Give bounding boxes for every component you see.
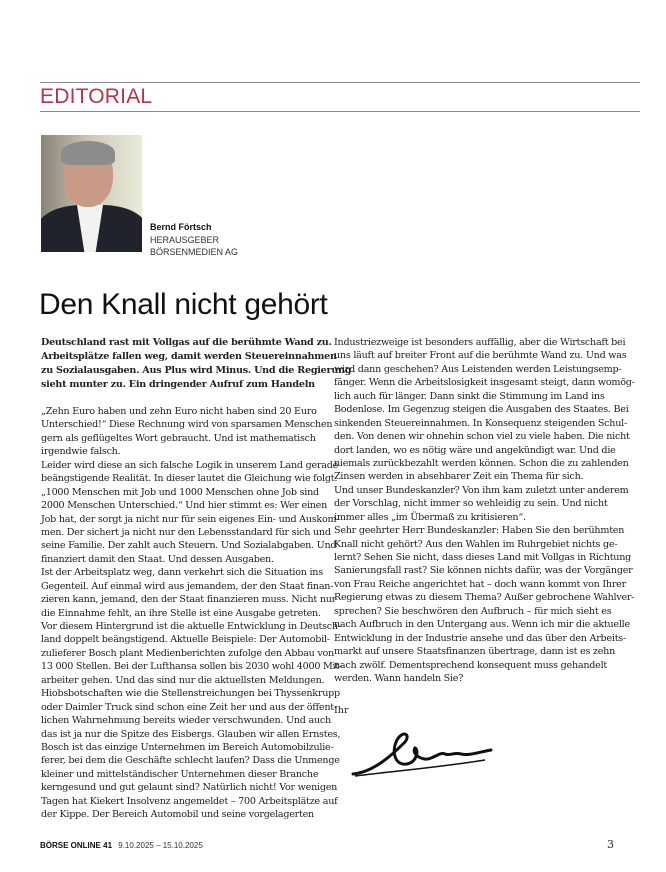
text-line: Bosch ist das einzige Unternehmen im Bereich Automobilzulie-: [41, 741, 334, 753]
text-line: von Frau Reiche angerichtet hat – doch wann kommt von Ihrer: [334, 578, 626, 590]
text-line: Industriezweige ist besonders auffällig, aber die Wirtschaft bei: [334, 337, 626, 348]
text-line: Bodenlose. Im Gegenzug steigen die Ausgaben des Staates. Bei: [334, 404, 629, 416]
text-line: men. Der sichert ja nicht nur den Lebensstandard für sich und: [41, 526, 331, 538]
text-line: immer alles „im Übermaß zu kritisieren“.: [334, 511, 526, 523]
headline: Den Knall nicht gehört: [39, 288, 328, 321]
lead-paragraph: [41, 336, 351, 392]
text-line: sprechen? Sie beschwören den Aufbruch – für mich sieht es: [334, 605, 612, 617]
text-line: Deutschland rast mit Vollgas auf die berühmte Wand zu.: [41, 337, 332, 348]
text-line: die Einnahme fehlt, an ihre Stelle ist eine Ausgabe getreten.: [41, 607, 321, 619]
text-line: wird dann geschehen? Aus Leistenden werden Leistungsemp-: [334, 363, 622, 375]
text-line: Gegenteil. Auf einmal wird aus jemandem, der den Staat finan-: [41, 580, 334, 592]
page-number: 3: [607, 838, 614, 851]
text-line: zulieferer Bosch plant Medienberichten zufolge den Abbau von: [41, 647, 334, 659]
text-line: Ist der Arbeitsplatz weg, dann verkehrt sich die Situation ins: [41, 567, 323, 579]
top-rule: [40, 82, 640, 83]
text-line: nach zwölf. Dementsprechend konsequent muss gehandelt: [334, 659, 608, 671]
text-line: uns läuft auf breiter Front auf die berühmte Wand zu. Und was: [334, 350, 627, 362]
text-line: Sehr geehrter Herr Bundeskanzler: Haben Sie den berühmten: [334, 525, 625, 537]
text-line: Unterschied!“ Diese Rechnung wird von sparsamen Menschen: [41, 419, 333, 431]
publication-name: BÖRSE ONLINE 41: [40, 841, 113, 850]
text-line: irgendwie falsch.: [41, 446, 121, 458]
text-line: der Kippe. Der Bereich Automobil und seine vorgelagerten: [41, 809, 314, 821]
body-column-left: [41, 405, 342, 822]
body-column-right: [334, 336, 635, 685]
text-line: Regierung etwas zu diesem Thema? Außer gebrochene Wahlver-: [334, 592, 635, 604]
text-line: dort landen, wo es nötig wäre und angekündigt war. Und die: [334, 444, 616, 456]
text-line: 13 000 Stellen. Bei der Lufthansa sollen bis 2030 wohl 4000 Mit-: [41, 661, 342, 673]
text-line: Arbeitsplätze fallen weg, damit werden Steuereinnahmen: [41, 351, 337, 362]
text-line: Tagen hat Kiekert Insolvenz angemeldet – 700 Arbeitsplätze auf: [41, 795, 338, 807]
text-line: den. Von denen wir ohnehin schon viel zu viele haben. Die nicht: [334, 431, 630, 443]
text-line: gern als geflügeltes Wort gebraucht. Und ist mathematisch: [41, 432, 316, 444]
text-line: Knall nicht gehört? Aus den Wahlen im Ruhrgebiet nichts ge-: [334, 538, 618, 550]
text-line: finanziert damit den Staat. Und dessen Ausgaben.: [41, 553, 274, 565]
text-line: fänger. Wenn die Arbeitslosigkeit insgesamt steigt, dann womög-: [334, 377, 635, 389]
text-line: niemals zurückbezahlt werden können. Schon die zu zahlenden: [334, 457, 629, 469]
text-line: das ist ja nur die Spitze des Eisbergs. Glauben wir allen Ernstes,: [41, 728, 341, 740]
text-line: Zinsen werden in absehbarer Zeit ein Thema für sich.: [334, 471, 584, 483]
closing: Ihr: [334, 705, 349, 716]
text-line: kerngesund und gut gelaunt sind? Natürlich nicht! Vor wenigen: [41, 782, 338, 794]
text-line: lichen Wahrnehmung bereits wieder verschwunden. Und auch: [41, 715, 331, 727]
text-line: Vor diesem Hintergrund ist die aktuelle Entwicklung in Deutsch-: [41, 621, 341, 632]
text-line: zu Sozialausgaben. Aus Plus wird Minus. Und die Regierung: [41, 365, 352, 376]
text-line: Sanierungsfall rast? Sie können nichts dafür, was der Vorgänger: [334, 565, 633, 577]
section-title: EDITORIAL: [40, 85, 153, 108]
section-rule: [40, 111, 640, 112]
text-line: zieren kann, jemand, den der Staat finanzieren muss. Nicht nur: [41, 594, 337, 606]
author-company: BÖRSENMEDIEN AG: [150, 247, 239, 257]
author-caption: [150, 221, 238, 259]
text-line: sinkenden Steuereinnahmen. In Konsequenz steigenden Schul-: [334, 417, 627, 429]
text-line: markt auf unsere Staatsfinanzen übertrage, dann ist es zehn: [334, 646, 616, 658]
text-line: Und unser Bundeskanzler? Von ihm kam zuletzt unter anderem: [334, 484, 629, 496]
text-line: Job hat, der sorgt ja nicht nur für sein eigenes Ein- und Auskom-: [41, 513, 340, 525]
text-line: nach Aufbruch in den Untergang aus. Wenn ich mir die aktuelle: [334, 619, 630, 631]
issue-dates: 9.10.2025 – 15.10.2025: [118, 841, 203, 850]
text-line: Leider wird diese an sich falsche Logik in unserem Land gerade: [41, 459, 339, 471]
text-line: 2000 Menschen Unterschied.“ Und hier stimmt es: Wer einen: [41, 500, 328, 512]
text-line: der Vorschlag, nicht immer so wehleidig zu sein. Und nicht: [334, 498, 608, 510]
text-line: lich auch für länger. Dann sinkt die Stimmung im Land ins: [334, 390, 605, 402]
text-line: oder Daimler Truck sind schon eine Zeit her und aus der öffent-: [41, 701, 337, 713]
author-role: HERAUSGEBER: [150, 234, 220, 245]
signature: [345, 722, 495, 782]
footer: [40, 841, 203, 850]
text-line: Entwicklung in der Industrie ansehe und das über den Arbeits-: [334, 632, 626, 644]
text-line: land doppelt beängstigend. Aktuelle Beispiele: Der Automobil-: [41, 634, 330, 646]
author-photo: [41, 135, 142, 252]
text-line: „1000 Menschen mit Job und 1000 Menschen ohne Job sind: [41, 486, 319, 498]
text-line: sieht munter zu. Ein dringender Aufruf zum Handeln: [41, 379, 315, 390]
author-name: Bernd Förtsch: [150, 222, 212, 232]
text-line: beängstigende Realität. In dieser lautet die Gleichung wie folgt:: [41, 473, 338, 485]
text-line: ferer, bei dem die Geschäfte schlecht laufen? Dass die Unmenge: [41, 755, 340, 767]
text-line: werden. Wann handeln Sie?: [334, 672, 464, 684]
text-line: seine Familie. Der zahlt auch Steuern. Und Sozialabgaben. Und: [41, 540, 337, 552]
text-line: Hiobsbotschaften wie die Stellenstreichungen bei Thyssenkrupp: [41, 688, 340, 700]
text-line: arbeiter gehen. Und das sind nur die aktuellsten Meldungen.: [41, 674, 325, 686]
text-line: „Zehn Euro haben und zehn Euro nicht haben sind 20 Euro: [41, 406, 317, 417]
text-line: kleiner und mittelständischer Unternehmen dieser Branche: [41, 768, 319, 780]
text-line: lernt? Sehen Sie nicht, dass dieses Land mit Vollgas in Richtung: [334, 552, 632, 563]
